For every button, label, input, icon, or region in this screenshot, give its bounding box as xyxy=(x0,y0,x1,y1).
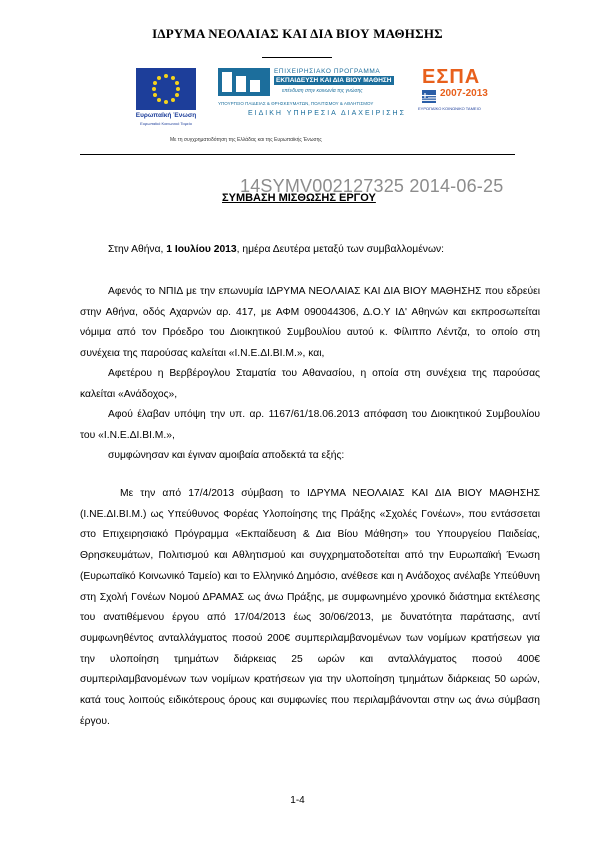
date-prefix: Στην Αθήνα, xyxy=(108,244,167,255)
eu-logo-text: Ευρωπαϊκή Ένωση xyxy=(135,112,197,119)
date-line xyxy=(80,240,540,261)
programme-slogan: επένδυση στην κοινωνία της γνώσης xyxy=(282,88,363,94)
parties-section xyxy=(80,282,540,467)
greek-flag-icon xyxy=(422,90,436,100)
eu-logo-subtext: Ευρωπαϊκό Κοινωνικό Ταμείο xyxy=(140,121,192,126)
page-number: 1-4 xyxy=(290,795,305,806)
contract-date: 1 Ιουλίου 2013 xyxy=(166,244,237,255)
document-id-stamp: 14SYMV002127325 2014-06-25 xyxy=(240,176,504,196)
contract-title: ΣΥΜΒΑΣΗ ΜΙΣΘΩΣΗΣ ΕΡΓΟΥ xyxy=(222,192,376,204)
operational-programme-logo xyxy=(218,68,408,124)
agreement-line: συμφώνησαν και έγιναν αμοιβαία αποδεκτά τα εξής: xyxy=(108,450,345,461)
party-two-paragraph: Αφετέρου η Βερβέρογλου Σταματία του Αθανασίου, η οποία στη συνέχεια της παρούσας καλείται «Ανάδοχος», xyxy=(80,368,540,400)
ministry-name: ΥΠΟΥΡΓΕΙΟ ΠΑΙΔΕΙΑΣ & ΘΡΗΣΚΕΥΜΑΤΩΝ, ΠΟΛΙΤΙΣΜΟΥ & ΑΘΛΗΤΙΣΜΟΥ xyxy=(218,101,374,106)
eu-logo xyxy=(130,66,202,136)
title-underline xyxy=(262,57,332,58)
header-divider xyxy=(80,154,515,155)
programme-heading: ΕΠΙΧΕΙΡΗΣΙΑΚΟ ΠΡΟΓΡΑΜΜΑ xyxy=(274,68,381,75)
programme-mark-icon xyxy=(218,68,270,96)
cofinancing-note: Με τη συγχρηματοδότηση της Ελλάδας και της Ευρωπαϊκής Ένωσης xyxy=(170,137,322,143)
eu-flag-icon xyxy=(136,68,196,110)
programme-name: ΕΚΠΑΙΔΕΥΣΗ ΚΑΙ ΔΙΑ ΒΙΟΥ ΜΑΘΗΣΗ xyxy=(276,77,392,84)
decision-paragraph: Αφού έλαβαν υπόψη την υπ. αρ. 1167/61/18.06.2013 απόφαση του Διοικητικού Συμβουλίου του «Ι.Ν.Ε.ΔΙ.ΒΙ.Μ.», xyxy=(80,409,540,441)
espa-years: 2007-2013 xyxy=(440,88,488,99)
party-one-paragraph: Αφενός το ΝΠΙΔ με την επωνυμία ΙΔΡΥΜΑ ΝΕΟΛΑΙΑΣ ΚΑΙ ΔΙΑ ΒΙΟΥ ΜΑΘΗΣΗΣ που εδρεύει στην Αθήνα, οδός Αχαρνών αρ. 417, με ΑΦΜ 090044306, Δ.Ο.Υ ΙΔ' Αθηνών και εκπροσωπείται νόμιμα από τον Πρόεδρο του Διοικητικού Συμβουλίου αυτού κ. Φίλιππο Λέντζα, το οποίο στη συνέχεια της παρούσας καλείται «Ι.Ν.Ε.ΔΙ.ΒΙ.Μ.», και, xyxy=(80,286,540,359)
main-clause-paragraph: Με την από 17/4/2013 σύμβαση το ΙΔΡΥΜΑ ΝΕΟΛΑΙΑΣ ΚΑΙ ΔΙΑ ΒΙΟΥ ΜΑΘΗΣΗΣ (Ι.ΝΕ.ΔΙ.ΒΙ.Μ.) ως Υπεύθυνος Φορέας Υλοποίησης της Πράξης «Σχολές Γονέων», που εντάσσεται στο Επιχειρησιακό Πρόγραμμα «Εκπαίδευση & Δια Βίου Μάθηση» του Υπουργείου Παιδείας, Θρησκευμάτων, Πολιτισμού και Αθλητισμού και συγχρηματοδοτείται από την Ευρωπαϊκή Ένωση (Ευρωπαϊκό Κοινωνικό Ταμείο) και το Ελληνικό Δημόσιο, ανέθεσε και η Ανάδοχος ανέλαβε Υπεύθυνη στη Σχολή Γονέων Νομού ΔΡΑΜΑΣ ως άνω Πράξης, με συμφωνημένο χρονικό διάστημα εκτέλεσης του ανατιθέμενου έργου από 17/04/2013 έως 30/06/2013, με δυνατότητα παράτασης, αντί συμφωνηθέντος ανταλλάγματος ποσού 200€ συμπεριλαμβανομένων των νομίμων κρατήσεων για την υλοποίηση τμημάτων διάρκειας 25 ωρών και ανταλλάγματος ποσού 400€ συμπεριλαμβανομένων των νομίμων κρατήσεων για την υλοποίηση τμημάτων διάρκειας 50 ωρών, κατά τους λοιπούς ειδικότερους όρους και συμφωνίες που περιλαμβάνονται στην ως άνω σύμβαση έργου. xyxy=(80,488,540,727)
espa-logo xyxy=(418,66,504,122)
managing-authority: ΕΙΔΙΚΗ ΥΠΗΡΕΣΙΑ ΔΙΑΧΕΙΡΙΣΗΣ xyxy=(248,110,406,117)
espa-subtext: ΕΥΡΩΠΑΪΚΟ ΚΟΙΝΩΝΙΚΟ ΤΑΜΕΙΟ xyxy=(418,106,481,111)
date-suffix: , ημέρα Δευτέρα μεταξύ των συμβαλλομένων: xyxy=(236,244,444,255)
espa-wordmark: ΕΣΠΑ xyxy=(422,66,481,88)
logo-strip xyxy=(130,66,505,146)
page-title: ΙΔΡΥΜΑ ΝΕΟΛΑΙΑΣ ΚΑΙ ΔΙΑ ΒΙΟΥ ΜΑΘΗΣΗΣ xyxy=(152,26,443,41)
